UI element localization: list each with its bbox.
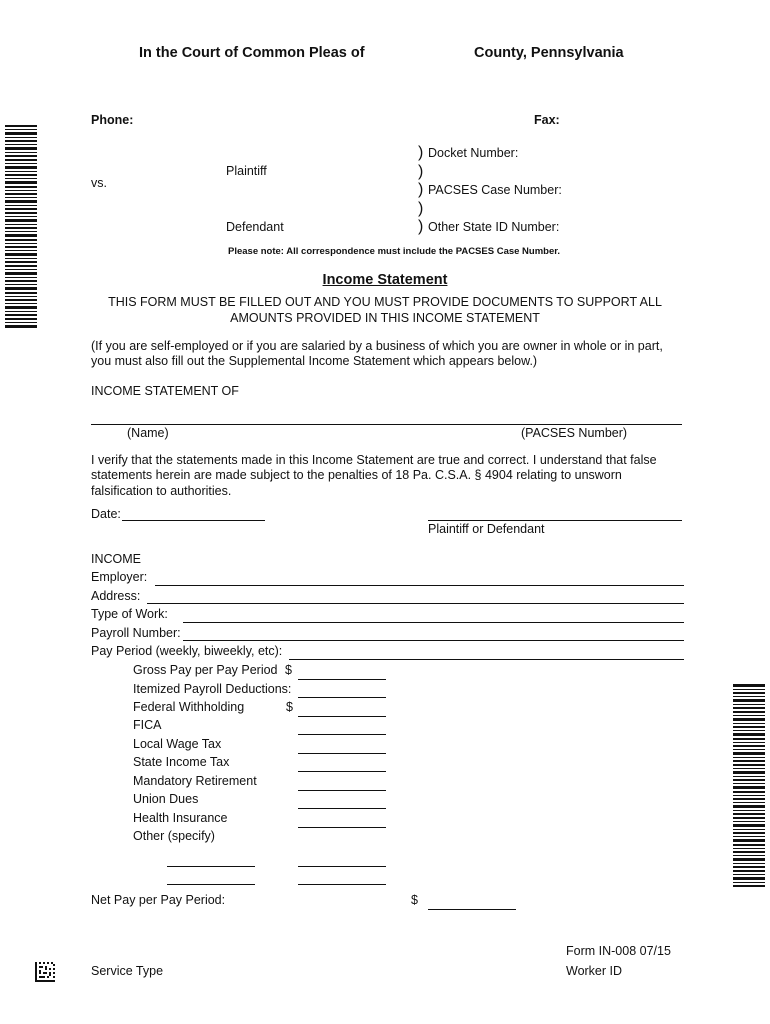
itemized-deductions-field[interactable] [298, 697, 386, 698]
signature-field[interactable] [428, 520, 682, 521]
form-number: Form IN-008 07/15 [566, 944, 671, 958]
income-statement-of-label: INCOME STATEMENT OF [91, 384, 239, 398]
vs-label: vs. [91, 176, 107, 190]
net-pay-dollar: $ [411, 893, 418, 907]
other-specify-label: Other (specify) [133, 829, 215, 843]
itemized-deductions-label: Itemized Payroll Deductions: [133, 682, 292, 696]
caption-paren-5: ) [418, 218, 424, 235]
type-of-work-label: Type of Work: [91, 607, 168, 621]
employer-label: Employer: [91, 570, 148, 584]
caption-paren-3: ) [418, 181, 424, 198]
right-barcode [733, 684, 765, 887]
fica-label: FICA [133, 718, 162, 732]
plaintiff-label: Plaintiff [226, 164, 267, 178]
caption-paren-2: ) [418, 163, 424, 180]
local-wage-tax-label: Local Wage Tax [133, 737, 222, 751]
worker-id-label: Worker ID [566, 964, 623, 978]
defendant-label: Defendant [226, 220, 284, 234]
union-dues-field[interactable] [298, 808, 386, 809]
pacses-number-label: (PACSES Number) [521, 426, 628, 440]
self-employed-note-2: you must also fill out the Supplemental Income Statement which appears below.) [91, 354, 538, 368]
gross-pay-dollar: $ [285, 663, 292, 677]
other-amount-field-1[interactable] [298, 866, 386, 867]
local-wage-tax-field[interactable] [298, 753, 386, 754]
net-pay-label: Net Pay per Pay Period: [91, 893, 226, 907]
gross-pay-label: Gross Pay per Pay Period [133, 663, 278, 677]
other-amount-field-2[interactable] [298, 884, 386, 885]
docket-number-label: Docket Number: [428, 146, 519, 160]
address-label: Address: [91, 589, 141, 603]
pay-period-field[interactable] [289, 659, 684, 660]
type-of-work-field[interactable] [183, 622, 684, 623]
verify-line-1: I verify that the statements made in this Income Statement are true and correct. I understand that false [91, 453, 657, 467]
payroll-number-label: Payroll Number: [91, 626, 181, 640]
state-income-tax-label: State Income Tax [133, 755, 230, 769]
union-dues-label: Union Dues [133, 792, 199, 806]
name-label: (Name) [127, 426, 169, 440]
date-label: Date: [91, 507, 121, 521]
federal-withholding-field[interactable] [298, 716, 386, 717]
caption-paren-1: ) [418, 144, 424, 161]
form-title: Income Statement [322, 272, 448, 288]
matrix-code [35, 962, 55, 982]
other-name-field-2[interactable] [167, 884, 255, 885]
payroll-number-field[interactable] [183, 640, 684, 641]
notice-line-1: THIS FORM MUST BE FILLED OUT AND YOU MUST PROVIDE DOCUMENTS TO SUPPORT ALL [108, 295, 662, 309]
fica-field[interactable] [298, 734, 386, 735]
federal-withholding-label: Federal Withholding [133, 700, 245, 714]
service-type-label: Service Type [91, 964, 164, 978]
health-insurance-label: Health Insurance [133, 811, 228, 825]
state-income-tax-field[interactable] [298, 771, 386, 772]
net-pay-field[interactable] [428, 909, 516, 910]
self-employed-note-1: (If you are self-employed or if you are salaried by a business of which you are owner in whole or in part, [91, 339, 663, 353]
date-field[interactable] [122, 520, 265, 521]
mandatory-retirement-label: Mandatory Retirement [133, 774, 257, 788]
other-state-id-label: Other State ID Number: [428, 220, 560, 234]
verify-line-3: falsification to authorities. [91, 484, 232, 498]
health-insurance-field[interactable] [298, 827, 386, 828]
gross-pay-field[interactable] [298, 679, 386, 680]
phone-label: Phone: [91, 113, 134, 127]
pacses-case-number-label: PACSES Case Number: [428, 183, 562, 197]
court-heading-left: In the Court of Common Pleas of [139, 45, 365, 61]
caption-paren-4: ) [418, 200, 424, 217]
pay-period-label: Pay Period (weekly, biweekly, etc): [91, 644, 283, 658]
income-heading: INCOME [91, 552, 141, 566]
court-heading-right: County, Pennsylvania [474, 45, 624, 61]
other-name-field-1[interactable] [167, 866, 255, 867]
correspondence-note: Please note: All correspondence must include the PACSES Case Number. [228, 246, 561, 257]
address-field[interactable] [147, 603, 684, 604]
federal-withholding-dollar: $ [286, 700, 293, 714]
plaintiff-or-defendant-label: Plaintiff or Defendant [428, 522, 545, 536]
verify-line-2: statements herein are made subject to the penalties of 18 Pa. C.S.A. § 4904 relating to unsworn [91, 468, 622, 482]
employer-field[interactable] [155, 585, 684, 586]
notice-line-2: AMOUNTS PROVIDED IN THIS INCOME STATEMENT [230, 311, 540, 325]
fax-label: Fax: [534, 113, 560, 127]
name-pacses-line[interactable] [91, 424, 682, 425]
mandatory-retirement-field[interactable] [298, 790, 386, 791]
